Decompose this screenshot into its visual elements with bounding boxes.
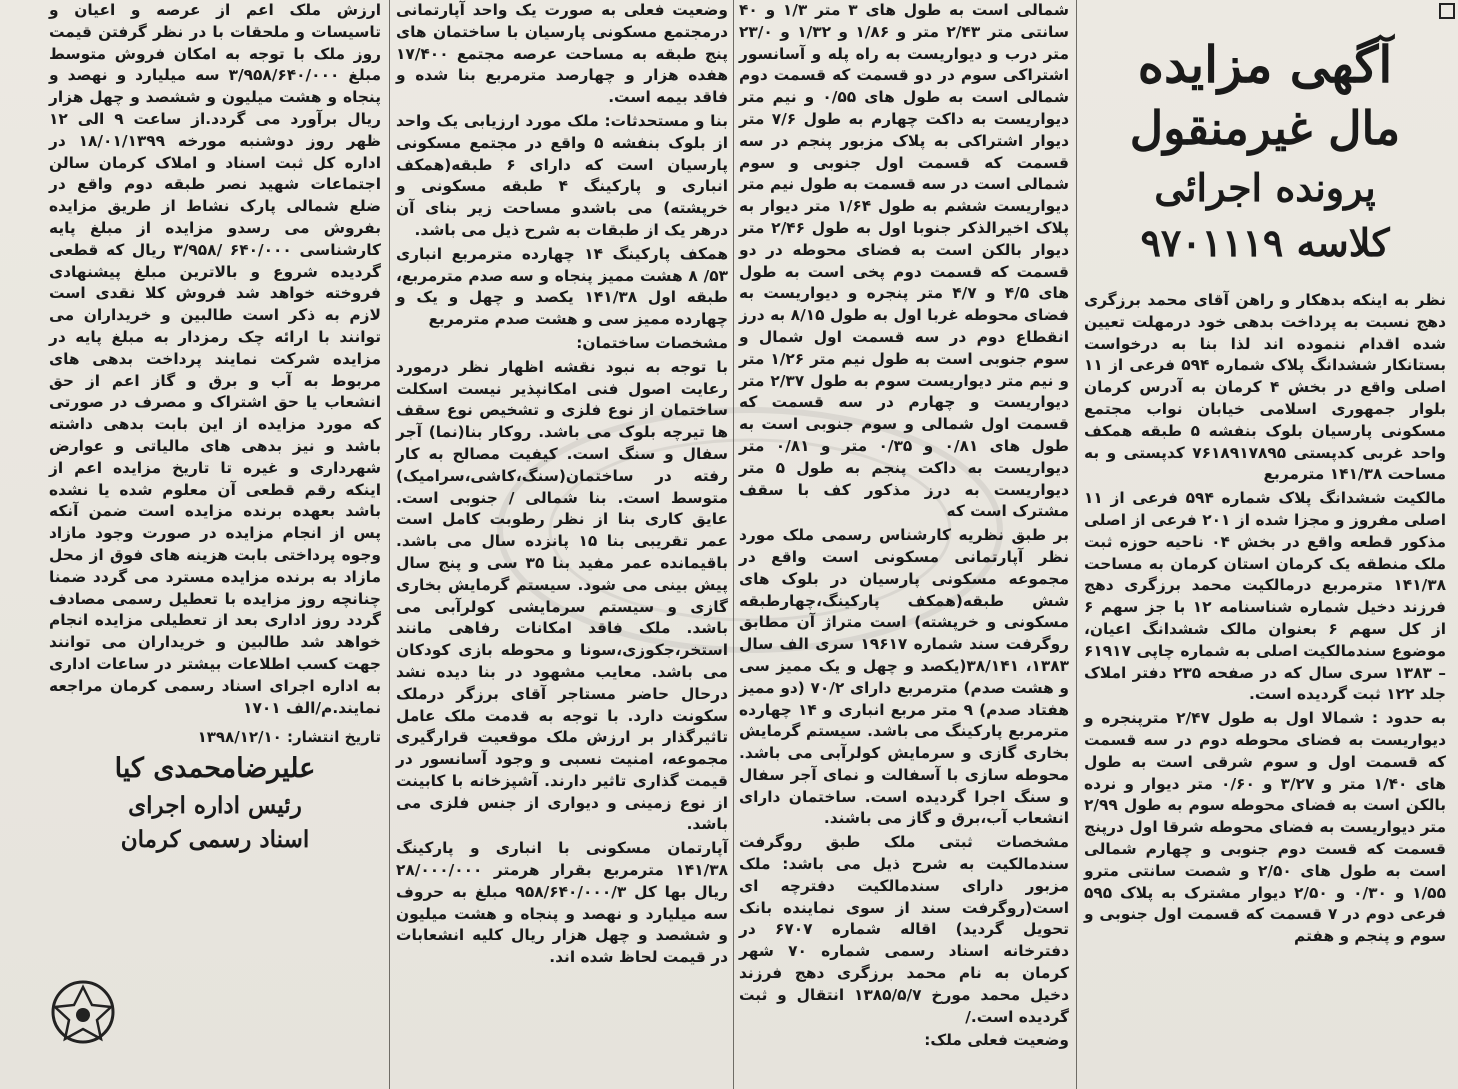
paragraph: با توجه به نبود نقشه اظهار نظر درمورد رعایت اصول فنی امکانپذیر نیست اسکلت ساختمان از نوع فلزی و تشخیص نوع سقف ها تیرچه بلوک می باشد. روکار بنا(نما) آجر سفال و سنگ است. کیفیت مصالح به کار رفته در ساختمان(سنگ،کاشی،سرامیک) متوسط است. بنا شمالی / جنوبی است. عایق کاری بنا از نظر رطوبت کامل است عمر تقریبی بنا ۱۵ پانزده سال می باشد. باقیمانده عمر مفید بنا ۳۵ سی و پنج سال پیش بینی می شود. سیستم گرمایش بخاری گازی و سیستم سرمایشی کولرآبی می باشد. ملک فاقد امکانات رفاهی مانند استخر،جکوزی،سونا و محوطه بازی کودکان می باشد. معایب مشهود در بنا دیده نشد درحال حاضر مستاجر آقای برزگر درملک سکونت دارد. با توجه به قدمت ملک عامل تاثیرگذار بر ارزش ملک موقعیت قرارگیری مجموعه، امنیت نسبی و وجود آسانسور در قیمت گذاری تاثیر دارند. آشپزخانه با کابینت از نوع زمینی و دیواری از جنس فلزی می باشد. — [396, 357, 728, 834]
column-middle-left — [392, 0, 732, 1089]
paragraph: مشخصات ثبتی ملک طبق روگرفت سندمالکیت به شرح ذیل می باشد: ملک مزبور دارای سندمالکیت دفترچه ای است(روگرفت سند از سوی نماینده بانک تحویل گردید) اقاله شماره ۶۷۰۷ در دفترخانه اسناد رسمی شماره ۷۰ شهر کرمان به نام محمد برزگری دهج فرزند دخیل محمد مورخ ۱۳۸۵/۵/۷ انتقال و ثبت گردیده است./ — [739, 833, 1070, 1026]
paragraph: نظر به اینکه بدهکار و راهن آقای محمد برزگری دهج نسبت به پرداخت بدهی خود درمهلت تعیین شده اقدام ننموده اند لذا بنا به درخواست بستانکار ششدانگ پلاک شماره ۵۹۴ فرعی از ۱۱ اصلی واقع در بخش ۴ کرمان به آدرس کرمان بلوار جمهوری اسلامی خیابان نواب مجتمع مسکونی پارسیان بلوک بنفشه ۵ طبقه همکف واحد غربی کدپستی ۷۶۱۸۹۱۷۸۹۵ کدپستی و به مساحت ۱۴۱/۳۸ مترمربع — [1084, 291, 1446, 484]
paragraph: همکف پارکینگ ۱۴ چهارده مترمربع انباری ۵۳/ ۸ هشت ممیز پنجاه و سه صدم مترمربع، طبقه اول ۱۴۱/۳۸ یکصد و چهل و یک و چهارده ممیز سی و هشت صدم مترمربع — [396, 244, 728, 329]
paragraph: وضعیت فعلی به صورت یک واحد آپارتمانی درمجتمع مسکونی پارسیان با ساختمان های پنج طبقه به مساحت عرصه مجتمع ۱۷/۴۰۰ هفده هزار و چهارصد مترمربع بنا شده و فاقد بیمه است. — [396, 1, 728, 107]
title-line-3: پرونده اجرائی — [1154, 165, 1376, 210]
column-right — [1080, 0, 1452, 1089]
column-left — [45, 0, 385, 1089]
registry-emblem-icon — [48, 975, 118, 1049]
paragraph: بنا و مستحدثات: ملک مورد ارزیابی یک واحد از بلوک بنفشه ۵ واقع در مجتمع مسکونی پارسیان است که دارای ۶ طبقه(همکف انباری و پارکینگ ۴ طبقه مسکونی و خرپشته) می باشدو مساحت زیر بنای آن درهر یک از طبقات به شرح ذیل می باشد. — [396, 111, 728, 239]
paragraph: آپارتمان مسکونی با انباری و پارکینگ ۱۴۱/۳۸ مترمربع بقرار هرمتر ۲۸/۰۰۰/۰۰۰ ریال بها کل ۹۵۸/۶۴۰/۰۰۰/۳ مبلغ به حروف سه میلیارد و نهصد و پنجاه و هشت میلیون و ششصد و چهل هزار ریال کلیه انشعابات در قیمت لحاظ شده اند. — [396, 839, 728, 967]
title-line-2: مال غیرمنقول — [1129, 101, 1401, 155]
paragraph: مالکیت ششدانگ پلاک شماره ۵۹۴ فرعی از ۱۱ اصلی مفروز و مجزا شده از ۲۰۱ فرعی از اصلی مذکور قطعه واقع در بخش ۰۴ ناحیه حوزه ثبت ملک منطقه یک کرمان استان کرمان به مساحت ۱۴۱/۳۸ مترمربع درمالکیت محمد برزگری دهج فرزند دخیل شماره شناسنامه ۱۲ با جز سهم ۶ از کل سهم ۶ بعنوان مالک ششدانگ اعیان، موضوع سندمالکیت اصلی به شماره چاپی ۶۱۹۱۷ – ۱۳۸۳ سری سال که در صفحه ۲۳۵ دفتر املاک جلد ۱۲۲ ثبت گردیده است. — [1084, 489, 1447, 704]
signer-role: رئیس اداره اجرای — [128, 792, 302, 820]
paragraph: شمالی است به طول های ۳ متر ۱/۳ و ۴۰ سانتی متر ۲/۴۳ متر و ۱/۸۶ و ۱/۳۲ و ۲۳/۰ متر درب و دیواریست به راه پله و آسانسور اشتراکی سوم در دو قسمت که قسمت دوم شمالی است به طول های ۰/۵۵ و نیم متر دیواریست به داکت چهارم به طول ۷/۶ متر دیوار اشتراکی به پلاک مزبور پنجم در سه قسمت که قسمت اول جنوبی و سوم شمالی است در سه قسمت به طول نیم متر دیواریست ششم به طول ۱/۶۴ متر دیوار به پلاک اخیرالذکر جنوبا اول به طول ۲/۴۶ متر دیوار بالکن است به فضای محوطه در دو قسمت که قسمت دوم پخی است به طول های ۴/۵ و ۴/۷ متر پنجره و دیواریست به فضای محوطه غربا اول به طول ۸/۱۵ به درز انقطاع دوم در سه قسمت اول شمال و سوم جنوبی است به طول نیم متر ۱/۲۶ متر و نیم متر دیواریست سوم به طول ۲/۳۷ متر دیواریست و چهارم در سه قسمت که قسمت اول شمالی و سوم جنوبی است به طول های ۰/۸۱ و ۰/۳۵ متر و ۰/۸۱ متر دیواریست به داکت پنجم به طول ۵ متر دیواریست به درز مذکور کف با سقف مشترک است که — [739, 1, 1069, 521]
signer-name: علیرضامحمدی کیا — [114, 753, 316, 785]
paragraph: به حدود : شمالا اول به طول ۲/۴۷ مترپنجره و دیواریست به فضای محوطه دوم در سه قسمت که قسمت اول و سوم شرقی است به طول های ۱/۴۰ متر و ۳/۲۷ و ۰/۶۰ متر دیوار و نرده بالکن است به فضای محوطه سوم به طول ۲/۹۹ متر دیواریست به فضای محوطه شرقا اول درپنج قسمت که قست دوم جنوبی و چهارم شمالی است به طول های ۲/۵۰ و شصت سانتی مترو ۱/۵۵ و ۰/۳۰ و ۲/۵۰ دیوار مشترک به پلاک ۵۹۵ فرعی دوم در ۷ قسمت که قسمت اول جنوبی و سوم و پنجم و هفتم — [1084, 709, 1447, 946]
notice-title — [1084, 0, 1446, 290]
case-number: کلاسه ۹۷۰۱۱۱۹ — [1140, 220, 1390, 265]
column-divider — [1076, 0, 1077, 1089]
paragraph: ارزش ملک اعم از عرصه و اعیان و تاسیسات و ملحقات با در نظر گرفتن قیمت روز ملک با توجه به امکان فروش متوسط مبلغ ۳/۹۵۸/۶۴۰/۰۰۰ سه میلیارد و نهصد و پنجاه و هشت میلیون و ششصد و چهل هزار ریال برآورد می گردد.از ساعت ۹ الی ۱۲ ظهر روز دوشنبه مورخه ۱۸/۰۱/۱۳۹۹ در اداره کل ثبت اسناد و املاک کرمان سالن اجتماعات شهید نصر طبقه دوم واقع در ضلع شمالی پارک نشاط از طریق مزایده بفروش می رسدو مزایده از مبلغ پایه کارشناسی ۶۴۰/۰۰۰ /۳/۹۵۸ ریال که قطعی گردیده شروع و بالاترین مبلغ پیشنهادی فروخته خواهد شد فروش کلا نقدی است لازم به ذکر است طالبین و خریداران می توانند با ارائه چک رمزدار به مبلغ پایه در مزایده شرکت نمایند پرداخت بدهی های مربوط به آب و برق و گاز اعم از حق انشعاب یا حق اشتراک و مصرف در صورتی که مورد مزایده از این بابت بدهی داشته باشد و نیز بدهی های مالیاتی و عوارض شهرداری و غیره تا تاریخ مزایده اعم از اینکه رقم قطعی آن معلوم شده یا نشده باشد بعهده برنده مزایده است ضمن آنکه پس از انجام مزایده در صورت وجود مازاد وجوه پرداختی بابت هزینه های فوق از محل مازاد به برنده مزایده مسترد می گردد ضمنا چنانچه روز مزایده با تعطیل رسمی مصادف گردد روز اداری بعد از تعطیلی مزایده انجام خواهد شد طالبین و خریداران می توانند جهت کسب اطلاعات بیشتر در ساعات اداری به اداره اجرای اسناد رسمی کرمان مراجعه نمایند.م/الف ۱۷۰۱ — [49, 1, 382, 717]
signer-role: اسناد رسمی کرمان — [120, 826, 310, 854]
column-divider — [389, 0, 390, 1089]
column-middle-right — [735, 0, 1073, 1089]
paragraph: وضعیت فعلی ملک: — [924, 1031, 1069, 1050]
section-heading: مشخصات ساختمان: — [576, 333, 728, 352]
publish-date: تاریخ انتشار: ۱۳۹۸/۱۲/۱۰ — [197, 728, 381, 747]
title-line-1: آگهی مزایده — [1137, 35, 1393, 94]
paragraph: بر طبق نظریه کارشناس رسمی ملک مورد نظر آپارتمانی مسکونی است واقع در مجموعه مسکونی پارسیان در بلوک های شش طبقه(همکف پارکینگ،چهارطبقه مسکونی و خرپشته) است متراژ آن مطابق روگرفت سند شماره ۱۹۶۱۷ سری الف سال ۱۳۸۳، ۳۸/۱۴۱(یکصد و چهل و یک ممیز سی و هشت صدم) مترمربع دارای ۷۰/۲ (دو ممیز هفتاد صدم) ۹ متر مربع انباری و ۱۴ چهارده مترمربع پارکینگ می باشد. سیستم گرمایش بخاری گازی و سرمایش کولرآبی می باشد. محوطه سازی با آسفالت و نمای آجر سفال و سنگ اجرا گردیده است. ساختمان دارای انشعاب آب،برق و گاز می باشند. — [739, 526, 1069, 828]
